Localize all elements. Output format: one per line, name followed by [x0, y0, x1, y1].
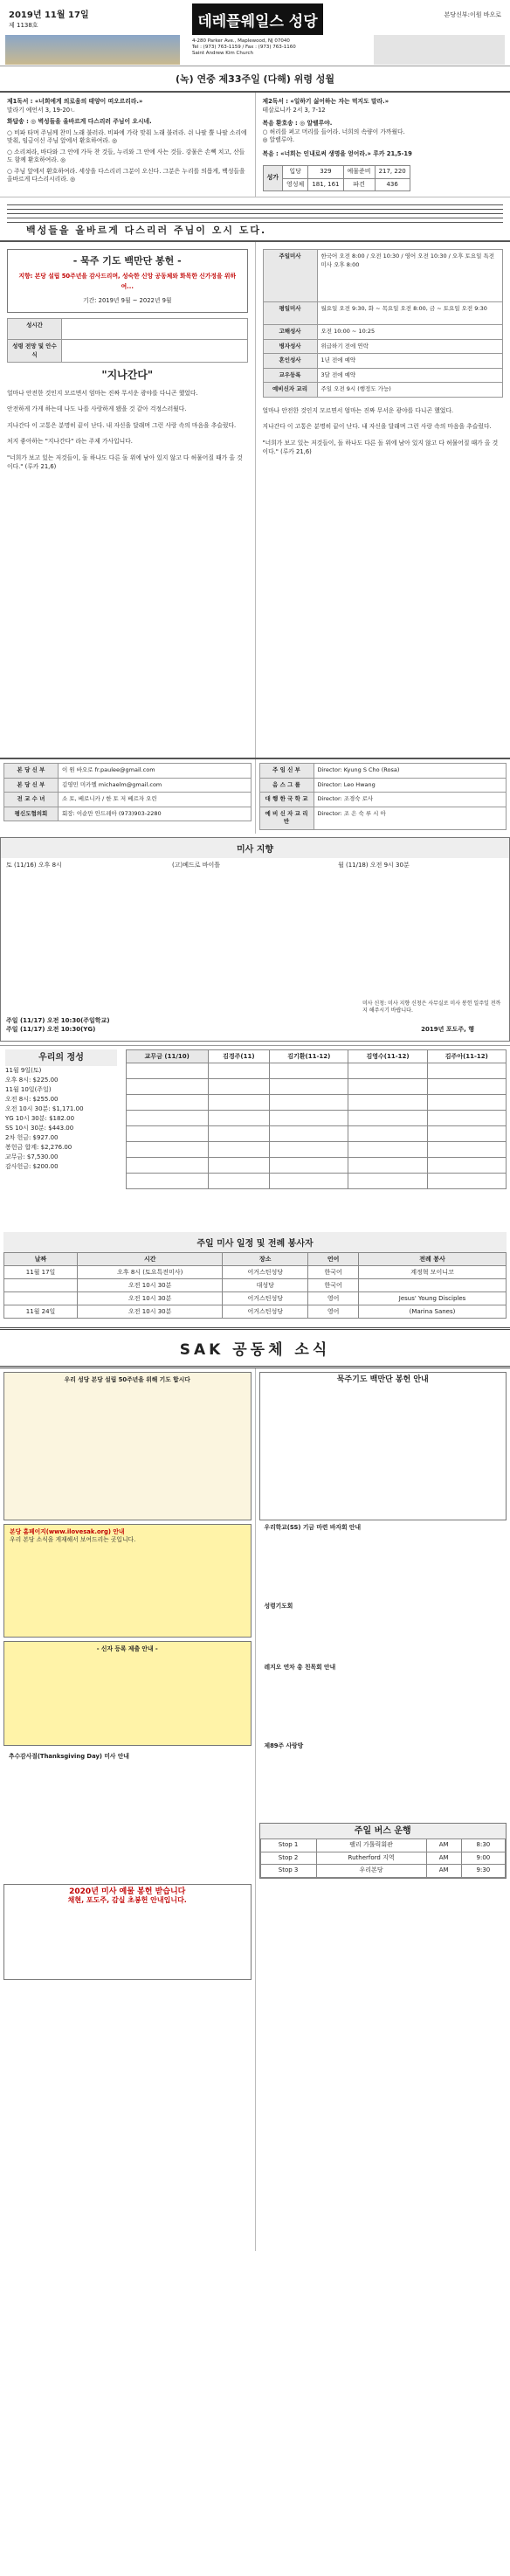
readings — [0, 93, 510, 197]
mass-schedule-table: 주일미사 한국어 오전 8:00 / 오전 10:30 / 영어 오전 10:30 / 오후 토요일 특전미사 오후 8:00 평일미사 월요일 오전 9:30, 화 ~ 목요일 오전 8:00, 금 ~ 토요일 오전 9:30 고해성사 오전 10:00 ~ 10:25 병자성사 위급하기 전에 연락 혼인성사 1년 전에 예약 교우등록 3달 전에 예약 예비신자 교리 주일 오전 9시 (행정도 가능) — [263, 249, 504, 398]
sak-news — [0, 1368, 510, 2251]
contacts-left: 본 당 신 부 이 원 바오로 fr.paulee@gmail.com 본 당 신 부 김영민 미카엘 michaelm@gmail.com 전 교 수 녀 소 토, 베로니카 / 한 토 저 베르자 오린 평신도협의회 회장: 이순만 안드레아 (973)903-2280 — [0, 759, 255, 834]
thanksgiving-box: 추수감사절(Thanksgiving Day) 미사 안내 — [9, 1752, 129, 1760]
church-logo: 데레플웨일스 성당 — [192, 3, 323, 35]
readings-left: 제1독서 : «너희에게 의로움의 태양이 떠오르리라.» 말라기 예언서 3, 19-20ㄴ 화답송 : ◎ 벽성들을 올바르게 다스리러 주님이 오시네. ○ 비파 타며 주님께 찬미 노래 불러라. 비파에 가락 맞춰 노래 불러라. 쉬 나팔 뿔 나팔 소리에 맞춰, 임금이신 주님 앞에서 환호하여라. ◎ ○ 소리쳐라, 바다와 그 안에 가득 찬 것들, 누리와 그 안에 사는 것들. 강물은 손뼉 치고, 산들도 함께 환호하여라. ◎ ○ 주님 앞에서 환호하여라. 세상을 다스리러 그분이 오신다. 그분은 누리를 의롭게, 백성들을 올바르게 다스리시리라. ◎ — [7, 98, 247, 183]
offering-summary: 우리의 정성 11월 9일(토) 오후 8시: $225.00 11월 10일(주일) 오전 8시: $255.00 오전 10시 30분: $1,171.00 YG 10시 30분: $182.00 SS 10시 30분: $443.00 2차 헌금: $927.00 봉헌금 합계: $2,276.00 교무금: $7,530.00 감사헌금: $200.00 — [0, 1046, 122, 1229]
contacts — [0, 758, 510, 834]
bulletin-volume: 제 1138호 — [9, 22, 38, 29]
registration-box: - 신자 등록 제출 안내 - — [3, 1641, 252, 1746]
homepage-box: 본당 홈페이지(www.ilovesak.org) 안내 우리 본당 소식을 게재해서 보여드리는 곳입니다. — [3, 1524, 252, 1638]
rosary-box: - 묵주 기도 백만단 봉헌 - 지향: 본당 설립 50주년을 감사드리며, 성숙한 신앙 공동체와 화목한 신가정을 위하여... 기간: 2019년 9월 ~ 2022년 9월 — [7, 249, 248, 313]
essay-title: "지나간다" — [101, 369, 154, 381]
offering-notice: 2020년 미사 예물 봉헌 받습니다 채현, 포도주, 감실 초봉헌 안내입니다. — [3, 1884, 252, 1980]
rosary-notice: 묵주기도 백만단 봉헌 안내 — [259, 1372, 507, 1520]
bulletin-date: 2019년 11월 17일 — [9, 10, 89, 20]
liturgy-title: (녹) 연중 제33주일 (다해) 위령 성월 — [0, 66, 510, 93]
middle-section — [0, 242, 510, 758]
prayer-box: 우리 성당 본당 설립 50주년을 위해 기도 합시다 — [3, 1372, 252, 1520]
sak-title: SAK 공동체 소식 — [0, 1327, 510, 1368]
essay-body: 얼마나 안전한 것인지 모르면서 엄마는 진짜 무서운 광야를 다니곤 했었다. 안전하게 가게 하는데 나도 나를 사랑하게 됐을 것 같아 걱정스러웠다. 지나간다 이 고통은 분명히 끝이 난다. 내 자신을 달래며 그런 사랑 속의 마음을 추슬렀다. 처지 좋아하는 "지나간다" 라는 주제 가사입니다. "너희가 보고 있는 저것들이, 돌 하나도 다른 돌 위에 남아 있지 않고 다 허물어질 때가 올 것이다." (루카 21,6) — [7, 389, 243, 470]
offering-section — [0, 1045, 510, 1229]
sak-left — [0, 1368, 255, 2251]
church-address: 4-280 Parker Ave., Maplewood, NJ 07040 Tel : (973) 763-1159 / Fax : (973) 763-1160 Saint Andrew Kim Church — [192, 38, 296, 56]
readings-right: 제2독서 : «일하기 싫어하는 자는 먹지도 말라.» 테살로니카 2서 3, 7-12 복음 환호송 : ◎ 알렐루야. ○ 허리를 펴고 머리를 들어라. 너희의 속량이 가까웠다. ◎ 알렐루야. 복음 : «너희는 인내로써 생명을 얻어라.» 루카 21,5-19 성가 입당 329 예물준비 217, 220 영성체 181, 161 파견 436 — [255, 93, 510, 197]
bus-schedule: 주일 버스 운행 Stop 1 팰리 가톨릭회관 AM 8:30 Stop 2 Rutherford 지역 AM 9:00 Stop 3 우리본당 AM 9:30 — [259, 1823, 507, 1879]
pastor-name: 본당신부:이원 바오로 — [444, 11, 501, 18]
adoration-table: 성시간 성령 전망 및 안수식 — [7, 318, 248, 363]
mass-intentions: 미사 지향 토 (11/16) 오후 8시 (고)베드로 바이틀 월 (11/18) 오전 9시 30분 주일 (11/17) 오전 10:30(주일학교) 주일 (11/17) 오전 10:30(YG) 미사 신청: 미사 지향 신청은 사무실로 미사 봉헌 일주일 전까지 해주시기 바랍니다. 2019년 포도주, 행 — [0, 837, 510, 1042]
schedule-column — [255, 242, 510, 758]
psalm-lyrics: 백성들을 올바르게 다스리러 주님이 오시 도다. — [26, 225, 267, 236]
church-photo — [5, 35, 180, 65]
sermon-text: 얼마나 안전한 것인지 모르면서 엄마는 진짜 무서운 광야를 다니곤 했었다. 지나간다 이 고통은 분명히 끝이 난다. 내 자신을 달래며 그런 사랑 속의 마음을 추슬렀다. "너희가 보고 있는 저것들이, 돌 하나도 다른 돌 위에 남아 있지 않고 다 허물어질 때가 올 것이다." (루카 21,6) — [262, 406, 499, 455]
weekly-servers: 주일 미사 일정 및 전례 봉사자 날짜 시간 장소 언어 전례 봉사 11월 17일 오후 8시 (토요특전미사) 어거스틴성당 한국어 계정혁 모이니코 오전 10시 30분 대성당 한국어 오전 10시 30분 어거스틴성당 영어 Jesus' Young Disciples 11월 24일 오전 10시 30분 어거스틴성당 영어 (Marina Sanes) — [0, 1229, 510, 1322]
hymn-table: 성가 입당 329 예물준비 217, 220 영성체 181, 161 파견 436 — [263, 165, 410, 191]
rosary-column — [0, 242, 255, 758]
contacts-right: 주 임 신 부 Director: Kyung S Cho (Rosa) 음 스 그 를 Director: Leo Hwang 대 행 한 국 학 교 Director: 조경숙 로사 예 비 신 자 교 리 반 Director: 조 은 숙 루 시 아 — [255, 759, 510, 834]
sak-right: 묵주기도 백만단 봉헌 안내 우리학교(SS) 기금 마련 바자회 안내 성령기도회 레지오 연차 총 친목회 안내 제89주 사랑방 주일 버스 운행 Stop 1 팰리 가톨릭회관 AM 8:30 Stop 2 Rutherford 지역 AM 9:00 Stop 3 우리본당 AM 9:30 — [255, 1368, 510, 2251]
church-map — [374, 35, 505, 65]
psalm-score — [0, 197, 510, 242]
offering-grid: 교무금 (11/10) 김경주(11) 김기환(11-12) 김영수(11-12) 김주아(11-12) — [122, 1046, 510, 1229]
header — [0, 0, 510, 66]
